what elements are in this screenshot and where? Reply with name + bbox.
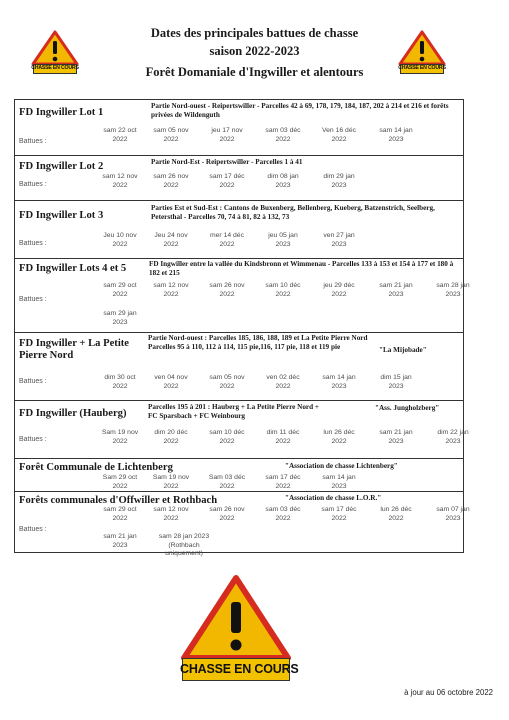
hunt-date-day: sam 28 jan [436,282,470,289]
lot-description: FD Ingwiller entre la vallée du Kindsbronn et Wimmenau - Parcelles 133 à 153 et 154 à 177 et 180 à 182 et 215 [149,260,454,278]
hunt-date-year: 2022 [112,135,128,143]
hunt-date [258,127,308,144]
hunt-date [202,127,252,144]
hunt-date-year: 2022 [163,290,179,298]
hunt-date-day: sam 14 jan [379,127,413,134]
forest-lot-name: FD Ingwiller Lots 4 et 5 [19,263,127,274]
hunt-date-year: 2023 [331,181,347,189]
hunt-date [258,429,308,446]
hunt-date [314,474,364,491]
hunting-association: "Ass. Jungholzberg" [375,404,440,412]
hunt-date-day: Jeu 10 nov [103,232,137,239]
hunts-row-label: Battues : [19,296,47,303]
hunt-date [95,474,145,491]
hunt-date [202,429,252,446]
hunt-date [145,533,223,559]
page-title: Dates des principales battues de chasse [150,26,359,40]
hunt-date-year: 2022 [219,181,235,189]
hunting-association: "Association de chasse Lichtenberg" [285,462,398,470]
hunt-date-day: sam 12 nov [153,506,189,513]
hunt-date-year: 2023 [388,290,404,298]
hunt-date [146,173,196,190]
hunt-date [428,429,478,446]
hunt-date [146,282,196,299]
hunt-date-year: 2022 [219,135,235,143]
hunts-row-label: Battues : [19,526,47,533]
hunt-date [258,232,308,249]
hunt-date-day: sam 14 jan [322,474,356,481]
hunt-date-year: 2022 [163,382,179,390]
hunt-date-year: 2023 [331,482,347,490]
hunt-date-day: sam 17 déc [265,474,301,481]
lot-description: Partie Nord-ouest : Parcelles 185, 186, 188, 189 et La Petite Pierre Nord Parcelles 95 à 110, 112 à 114, 115 pie,116, 117 pie, 118 et 119 pie [148,334,368,352]
hunt-date-year: 2022 [219,382,235,390]
hunt-date [314,127,364,144]
hunt-date-year: 2022 [163,514,179,522]
hunt-date-year: 2023 [445,437,461,445]
hunt-date [95,429,145,446]
hunt-date-year: 2022 [388,514,404,522]
forest-lot-name: FD Ingwiller Lot 2 [19,161,104,172]
hunt-date-year: 2022 [219,437,235,445]
hunt-date-year: 2023 [445,290,461,298]
hunt-date-day: dim 22 jan [437,429,469,436]
hunt-block [15,458,463,492]
hunt-date-day: Sam 03 déc [208,474,246,481]
hunt-date [258,282,308,299]
hunt-date-year: 2022 [163,181,179,189]
hunt-date-year: 2022 [331,514,347,522]
hunts-row-label: Battues : [19,436,47,443]
hunt-date-day: sam 12 nov [153,282,189,289]
hunt-date-day: jeu 05 jan [268,232,298,239]
hunt-date-day: Ven 16 déc [321,127,356,134]
hunt-date-year: 2023 [388,135,404,143]
hunt-date-day: ven 04 nov [154,374,188,381]
hunt-date [95,282,145,299]
hunt-date-year: 2022 [219,240,235,248]
hunt-date [146,127,196,144]
hunt-date-day: sam 28 jan 2023 (Rothbach [158,533,210,549]
hunt-date [202,232,252,249]
hunt-date [146,506,196,523]
hunt-date [202,173,252,190]
hunt-date [258,374,308,391]
hunt-date-day: sam 29 oct [103,282,137,289]
lot-description: Parties Est et Sud-Est : Cantons de Buxenberg, Bellenberg, Kueberg, Batzenstrich, Seelberg, Petersthal - Parcelles 70, 74 à 81, 82 à 132, 73 [151,204,435,222]
hunt-date-day: sam 17 déc [321,506,357,513]
hunt-date [95,127,145,144]
hunt-date-year: 2022 [112,181,128,189]
hunt-date [146,474,196,491]
hunt-date [202,474,252,491]
hunt-date-day: sam 26 nov [209,282,245,289]
forest-lot-name: FD Ingwiller Lot 3 [19,210,104,221]
hunt-date [314,374,364,391]
hunt-block [15,258,470,333]
hunt-date-day: dim 20 déc [154,429,188,436]
hunt-date-year: 2022 [163,437,179,445]
hunt-date-year: 2023 [275,181,291,189]
hunt-date-year: 2022 [112,290,128,298]
hunt-date-year: 2022 [163,240,179,248]
hunt-block [15,200,463,259]
hunts-row-label: Battues : [19,138,47,145]
hunt-date [314,506,364,523]
hunt-date-day: ven 02 déc [266,374,300,381]
lot-description: Partie Nord-ouest - Reipertswiller - Parcelles 42 à 69, 178, 179, 184, 187, 202 à 214 et 216 et forêts privées de Wildenguth [151,102,449,120]
sign-label: CHASSE EN COURS [398,65,446,71]
hunt-date-year: 2022 [275,290,291,298]
hunt-date-day: sam 21 jan [379,282,413,289]
hunt-date [258,173,308,190]
hunt-date-year: 2022 [163,135,179,143]
lot-description: Partie Nord-Est - Reipertswiller - Parcelles 1 à 41 [151,158,303,166]
hunt-date [95,374,145,391]
hunt-date-day: sam 10 déc [209,429,245,436]
hunt-date-day: lun 26 déc [323,429,355,436]
warning-sign-right [398,30,446,74]
hunt-date-day: Sam 19 nov [152,474,190,481]
hunt-date-year: uniquement) [165,550,203,558]
hunt-date [95,232,145,249]
forest-lot-name: FD Ingwiller (Hauberg) [19,408,127,419]
warning-sign-large [180,574,299,684]
hunting-association: "La Mijobade" [379,346,427,354]
hunt-date-year: 2022 [275,135,291,143]
hunt-date-day: lun 26 déc [380,506,412,513]
hunt-date-year: 2022 [112,437,128,445]
hunt-block [15,400,469,459]
hunt-date-day: sam 26 nov [153,173,189,180]
hunt-date-year: 2022 [219,514,235,522]
sign-label-large: CHASSE EN COURS [180,662,299,676]
hunt-date-day: mer 14 déc [209,232,244,239]
hunt-date-day: dim 15 jan [380,374,412,381]
hunt-date-year: 2022 [112,514,128,522]
warning-triangle-icon [398,30,446,66]
hunt-date-day: dim 11 déc [266,429,300,436]
hunt-date-year: 2022 [163,482,179,490]
forest-lot-name: FD Ingwiller Lot 1 [19,107,104,118]
hunt-date [146,429,196,446]
hunt-date [314,429,364,446]
sign-label: CHASSE EN COURS [31,65,79,71]
hunt-date [202,506,252,523]
hunt-block [15,332,463,401]
hunt-date-year: 2023 [275,240,291,248]
hunt-date-day: jeu 29 déc [323,282,355,289]
hunt-date [371,127,421,144]
hunt-date-day: sam 29 oct [103,506,137,513]
hunt-date-day: Sam 29 oct [102,474,138,481]
hunt-date-day: sam 26 nov [209,506,245,513]
hunt-date [202,282,252,299]
hunt-date-day: sam 29 jan [103,310,137,317]
warning-triangle-icon [31,30,79,66]
hunt-date-day: sam 14 jan [322,374,356,381]
hunt-date-day: sam 05 nov [209,374,245,381]
hunt-date [428,282,478,299]
hunt-date-day: jeu 17 nov [211,127,243,134]
hunt-date [95,173,145,190]
hunt-date-day: sam 10 déc [265,282,301,289]
hunt-date-year: 2022 [219,290,235,298]
warning-sign-left [31,30,79,74]
lot-description: Parcelles 195 à 201 : Hauberg + La Petite Pierre Nord + FC Sparsbach + FC Weinbourg [148,403,319,421]
hunt-date-year: 2022 [331,437,347,445]
hunt-date-year: 2022 [275,382,291,390]
hunt-date-day: sam 03 déc [265,506,301,513]
hunt-date-day: sam 03 déc [265,127,301,134]
hunt-date-day: sam 22 oct [103,127,137,134]
hunt-date-year: 2022 [275,437,291,445]
hunt-date-year: 2023 [445,514,461,522]
forest-lot-name: FD Ingwiller + La Petite Pierre Nord [19,338,129,361]
hunt-date-day: sam 07 jan [436,506,470,513]
forest-lot-name: Forêt Communale de Lichtenberg [19,462,173,473]
hunt-date-day: sam 21 jan [379,429,413,436]
hunt-date-day: sam 12 nov [102,173,138,180]
hunt-date [314,173,364,190]
hunt-date-day: ven 27 jan [323,232,355,239]
hunt-date-year: 2023 [112,541,128,549]
hunt-date-year: 2023 [331,382,347,390]
hunt-schedule-table [14,99,470,558]
hunt-date-year: 2023 [112,318,128,326]
hunting-association: "Association de chasse L.O.R." [285,494,382,502]
hunts-row-label: Battues : [19,181,47,188]
hunts-row-label: Battues : [19,240,47,247]
hunt-date-year: 2023 [388,382,404,390]
hunt-date [95,533,145,550]
hunt-date-day: dim 29 jan [323,173,355,180]
hunt-date [146,232,196,249]
hunt-block [15,491,470,558]
hunt-date-day: sam 05 nov [153,127,189,134]
hunt-date-day: Jeu 24 nov [154,232,188,239]
hunt-date [95,506,145,523]
hunt-date [371,429,421,446]
hunt-date-year: 2023 [388,437,404,445]
hunt-date [258,506,308,523]
hunt-date [371,374,421,391]
hunt-date-day: Sam 19 nov [101,429,139,436]
hunt-date [95,310,145,327]
hunt-date-year: 2022 [219,482,235,490]
hunt-date [371,282,421,299]
hunt-date-year: 2022 [112,240,128,248]
hunt-date [258,474,308,491]
hunt-date-day: dim 08 jan [267,173,299,180]
hunt-date-day: sam 21 jan [103,533,137,540]
hunt-block [15,155,463,201]
hunt-date-day: sam 17 déc [209,173,245,180]
warning-triangle-icon [180,574,292,662]
forest-lot-name: Forêts communales d'Offwiller et Rothbach [19,495,218,506]
hunt-date [371,506,421,523]
hunt-date-year: 2022 [275,514,291,522]
hunt-date [202,374,252,391]
hunt-date [428,506,478,523]
hunt-date-year: 2022 [331,135,347,143]
season-subtitle: saison 2022-2023 [209,44,300,58]
hunts-row-label: Battues : [19,378,47,385]
hunt-date-year: 2022 [275,482,291,490]
hunt-date [314,232,364,249]
hunt-date-year: 2022 [112,482,128,490]
hunt-date-year: 2022 [112,382,128,390]
area-title: Forêt Domaniale d'Ingwiller et alentours [145,65,364,79]
hunt-date [314,282,364,299]
hunt-block [15,100,463,156]
update-note: à jour au 06 octobre 2022 [404,688,493,697]
hunt-date-year: 2022 [331,290,347,298]
hunt-date [146,374,196,391]
hunt-date-day: dim 30 oct [104,374,136,381]
hunt-date-year: 2023 [331,240,347,248]
